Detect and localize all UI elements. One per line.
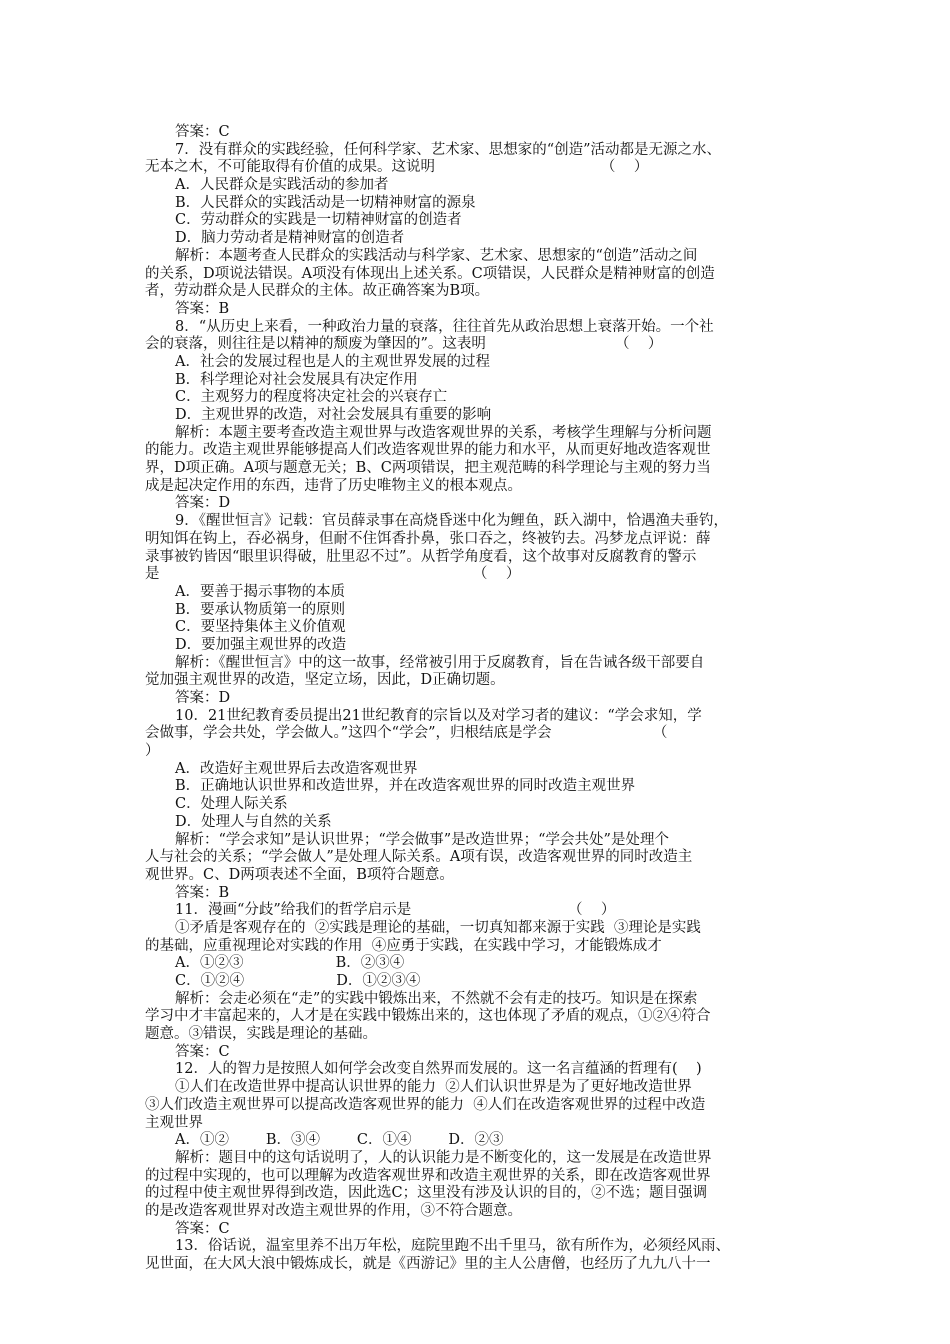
- text-line: 录事被钓皆因“眼里识得破，肚里忍不过”。从哲学角度看，这个故事对反腐教育的警示: [145, 548, 697, 565]
- text-line: 的过程中实现的，也可以理解为改造客观世界和改造主观世界的关系，即在改造客观世界: [145, 1167, 711, 1184]
- text-line: A．社会的发展过程也是人的主观世界发展的过程: [175, 353, 490, 370]
- text-line: 的关系，D项说法错误。A项没有体现出上述关系。C项错误，人民群众是精神财富的创造: [145, 265, 715, 282]
- text-line: 人与社会的关系；“学会做人”是处理人际关系。A项有误，改造客观世界的同时改造主: [145, 849, 693, 866]
- text-line: 答案：C: [175, 1043, 230, 1060]
- text-line: 是 （ ）: [145, 566, 521, 583]
- text-line: 解析：《醒世恒言》中的这一故事，经常被引用于反腐教育，旨在告诫各级干部要自: [175, 654, 705, 671]
- text-line: 的基础，应重视理论对实践的作用 ④应勇于实践，在实践中学习，才能锻炼成才: [145, 937, 662, 954]
- text-line: 会的衰落，则往往是以精神的颓废为肇因的”。这表明 （ ）: [145, 336, 663, 353]
- text-line: 题意。③错误，实践是理论的基础。: [145, 1026, 377, 1043]
- text-line: 答案：C: [175, 1220, 230, 1237]
- text-line: D．处理人与自然的关系: [175, 813, 332, 830]
- text-line: 明知饵在钩上，吞必祸身，但耐不住饵香扑鼻，张口吞之，终被钓去。冯梦龙点评说：薛: [145, 530, 711, 547]
- text-line: 的过程中使主观世界得到改造，因此选C；这里没有涉及认识的目的，②不选；题目强调: [145, 1185, 708, 1202]
- text-line: 8．“从历史上来看，一种政治力量的衰落，往往首先从政治思想上衰落开始。一个社: [175, 318, 714, 335]
- text-line: 答案：D: [175, 495, 231, 512]
- text-line: D．脑力劳动者是精神财富的创造者: [175, 230, 405, 247]
- text-line: 者，劳动群众是人民群众的主体。故正确答案为B项。: [145, 283, 490, 300]
- text-line: B．人民群众的实践活动是一切精神财富的源泉: [175, 194, 476, 211]
- text-line: C．①②④ D．①②③④: [175, 973, 421, 989]
- text-line: 解析：“学会求知”是认识世界；“学会做事”是改造世界；“学会共处”是处理个: [175, 831, 669, 848]
- text-line: A．①② B．③④ C．①④ D．②③: [175, 1132, 504, 1149]
- text-line: A．改造好主观世界后去改造客观世界: [175, 760, 418, 777]
- text-line: C．要坚持集体主义价值观: [175, 619, 346, 636]
- text-line: 答案：B: [175, 300, 230, 317]
- text-line: C．主观努力的程度将决定社会的兴衰存亡: [175, 389, 448, 406]
- text-line: A．①②③ B．②③④: [175, 955, 405, 972]
- text-line: 9．《醒世恒言》记载：官员薛录事在高烧昏迷中化为鲤鱼，跃入湖中，恰遇渔夫垂钓，: [175, 513, 728, 530]
- text-line: ③人们改造主观世界可以提高改造客观世界的能力 ④人们在改造客观世界的过程中改造: [145, 1096, 706, 1113]
- text-line: 的能力。改造主观世界能够提高人们改造客观世界的能力和水平，从而更好地改造客观世: [145, 442, 711, 459]
- text-line: 主观世界: [145, 1114, 203, 1131]
- text-line: 10．21世纪教育委员提出21世纪教育的宗旨以及对学习者的建议：“学会求知，学: [175, 707, 702, 724]
- text-line: 解析：会走必须在“走”的实践中锻炼出来，不然就不会有走的技巧。知识是在探索: [175, 990, 698, 1007]
- text-line: A．要善于揭示事物的本质: [175, 583, 345, 600]
- text-line: 12．人的智力是按照人如何学会改变自然界而发展的。这一名言蕴涵的哲理有( ): [175, 1061, 702, 1078]
- text-line: 解析：本题考查人民群众的实践活动与科学家、艺术家、思想家的“创造”活动之间: [175, 247, 698, 264]
- text-line: 7．没有群众的实践经验，任何科学家、艺术家、思想家的“创造”活动都是无源之水、: [175, 141, 722, 158]
- text-line: B．正确地认识世界和改造世界，并在改造客观世界的同时改造主观世界: [175, 778, 636, 795]
- text-line: 观世界。C、D两项表述不全面，B项符合题意。: [145, 866, 454, 883]
- text-line: B．要承认物质第一的原则: [175, 601, 346, 618]
- text-line: 会做事，学会共处，学会做人。”这四个“学会”，归根结底是学会 （: [145, 725, 668, 742]
- text-line: D．主观世界的改造，对社会发展具有重要的影响: [175, 407, 492, 423]
- text-line: C．处理人际关系: [175, 796, 288, 813]
- text-line: 的是改造客观世界对改造主观世界的作用，③不符合题意。: [145, 1202, 522, 1219]
- text-line: 答案：C: [175, 124, 230, 140]
- text-line: 无本之木，不可能取得有价值的成果。这说明 （ ）: [145, 159, 649, 176]
- text-line: 13．俗话说，温室里养不出万年松，庭院里跑不出千里马，欲有所作为，必须经风雨、: [175, 1238, 730, 1255]
- text-line: 解析：本题主要考查改造主观世界与改造客观世界的关系，考核学生理解与分析问题: [175, 424, 712, 441]
- text-line: C．劳动群众的实践是一切精神财富的创造者: [175, 212, 462, 229]
- text-line: 学习中才丰富起来的，人才是在实践中锻炼出来的，这也体现了矛盾的观点，①②④符合: [145, 1008, 711, 1025]
- text-line: 见世面，在大风大浪中锻炼成长，就是《西游记》里的主人公唐僧，也经历了九九八十一: [145, 1256, 711, 1272]
- text-line: ①矛盾是客观存在的 ②实践是理论的基础，一切真知都来源于实践 ③理论是实践: [175, 919, 701, 936]
- text-line: ）: [145, 743, 160, 760]
- text-line: 界，D项正确。A项与题意无关；B、C两项错误，把主观范畴的科学理论与主观的努力当: [145, 460, 711, 477]
- text-line: 11．漫画“分歧”给我们的哲学启示是 （ ）: [175, 902, 616, 919]
- text-line: B．科学理论对社会发展具有决定作用: [175, 371, 418, 388]
- text-line: 觉加强主观世界的改造，坚定立场，因此，D正确切题。: [145, 672, 505, 689]
- document-page: [145, 124, 805, 1274]
- text-line: ①人们在改造世界中提高认识世界的能力 ②人们认识世界是为了更好地改造世界: [175, 1079, 692, 1096]
- text-line: 答案：B: [175, 884, 230, 901]
- text-line: 成是起决定作用的东西，违背了历史唯物主义的根本观点。: [145, 477, 522, 494]
- text-line: 答案：D: [175, 690, 231, 706]
- text-line: A．人民群众是实践活动的参加者: [175, 177, 389, 194]
- text-line: 解析：题目中的这句话说明了，人的认识能力是不断变化的，这一发展是在改造世界: [175, 1149, 712, 1166]
- text-line: D．要加强主观世界的改造: [175, 636, 347, 653]
